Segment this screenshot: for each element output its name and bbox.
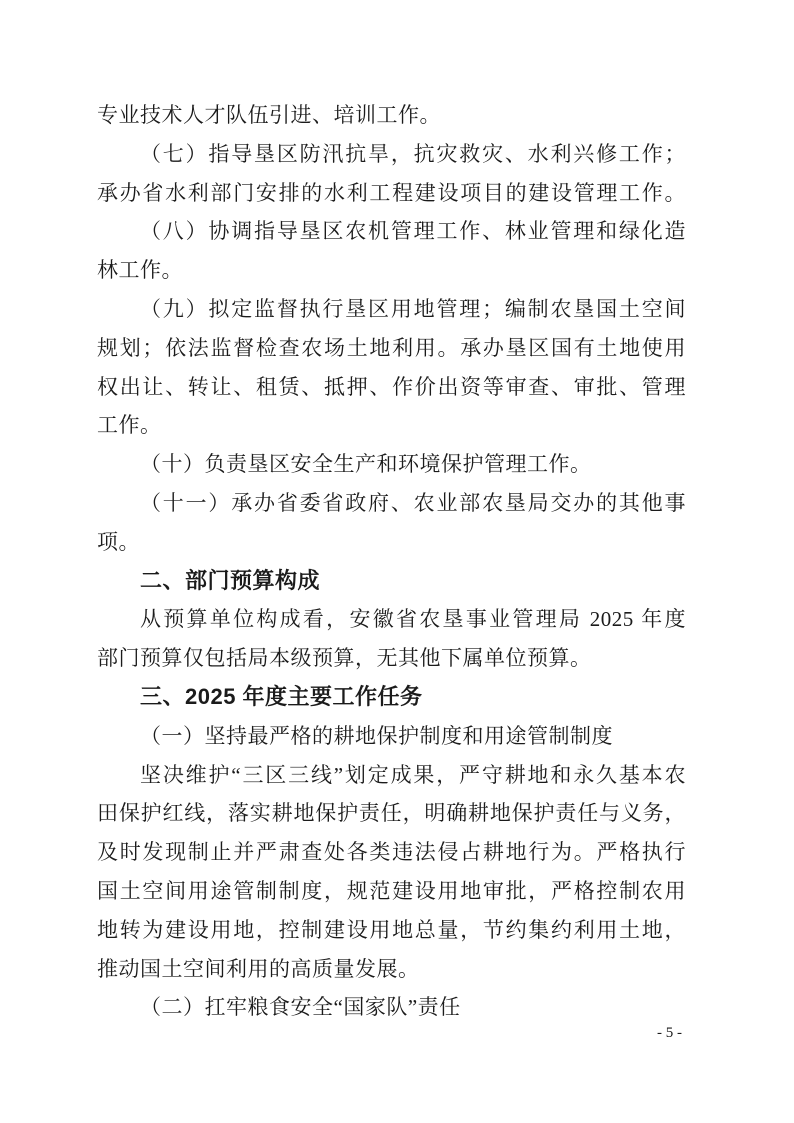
text-line: （十一）承办省委省政府、农业部农垦局交办的其他事 bbox=[140, 490, 686, 515]
text-line: 工作。 bbox=[97, 413, 162, 438]
text-line: （九）拟定监督执行垦区用地管理；编制农垦国土空间 bbox=[140, 296, 686, 321]
subsection-heading: （二）扛牢粮食安全“国家队”责任 bbox=[140, 995, 461, 1020]
text-line: 专业技术人才队伍引进、培训工作。 bbox=[97, 103, 441, 127]
page-number: - 5 - bbox=[657, 1025, 682, 1041]
text-line: 田保护红线，落实耕地保护责任，明确耕地保护责任与义务， bbox=[97, 801, 686, 826]
text-line: 林工作。 bbox=[97, 258, 183, 283]
subsection-heading: （一）坚持最严格的耕地保护制度和用途管制制度 bbox=[140, 723, 613, 748]
text-line: 坚决维护“三区三线”划定成果，严守耕地和永久基本农 bbox=[140, 762, 686, 787]
section-heading-budget-composition: 二、部门预算构成 bbox=[140, 567, 321, 593]
text-line: （十）负责垦区安全生产和环境保护管理工作。 bbox=[140, 452, 592, 477]
text-line: 规划；依法监督检查农场土地利用。承办垦区国有土地使用 bbox=[97, 335, 686, 360]
text-line: 承办省水利部门安排的水利工程建设项目的建设管理工作。 bbox=[97, 180, 686, 205]
text-line: 推动国土空间利用的高质量发展。 bbox=[97, 956, 420, 981]
text-line: 部门预算仅包括局本级预算，无其他下属单位预算。 bbox=[97, 646, 592, 671]
text-line: 国土空间用途管制制度，规范建设用地审批，严格控制农用 bbox=[97, 878, 686, 903]
text-line: （八）协调指导垦区农机管理工作、林业管理和绿化造 bbox=[140, 219, 686, 244]
document-body bbox=[97, 96, 686, 1027]
text-line: 权出让、转让、租赁、抵押、作价出资等审查、审批、管理 bbox=[97, 374, 686, 399]
text-line: 地转为建设用地，控制建设用地总量，节约集约利用土地， bbox=[97, 917, 686, 942]
text-line: 从预算单位构成看，安徽省农垦事业管理局 2025 年度 bbox=[140, 607, 686, 632]
section-heading-2025-tasks: 三、2025 年度主要工作任务 bbox=[140, 683, 423, 709]
text-line: 项。 bbox=[97, 529, 140, 554]
text-line: （七）指导垦区防汛抗旱，抗灾救灾、水利兴修工作； bbox=[140, 141, 686, 166]
text-line: 及时发现制止并严肃查处各类违法侵占耕地行为。严格执行 bbox=[97, 840, 686, 865]
